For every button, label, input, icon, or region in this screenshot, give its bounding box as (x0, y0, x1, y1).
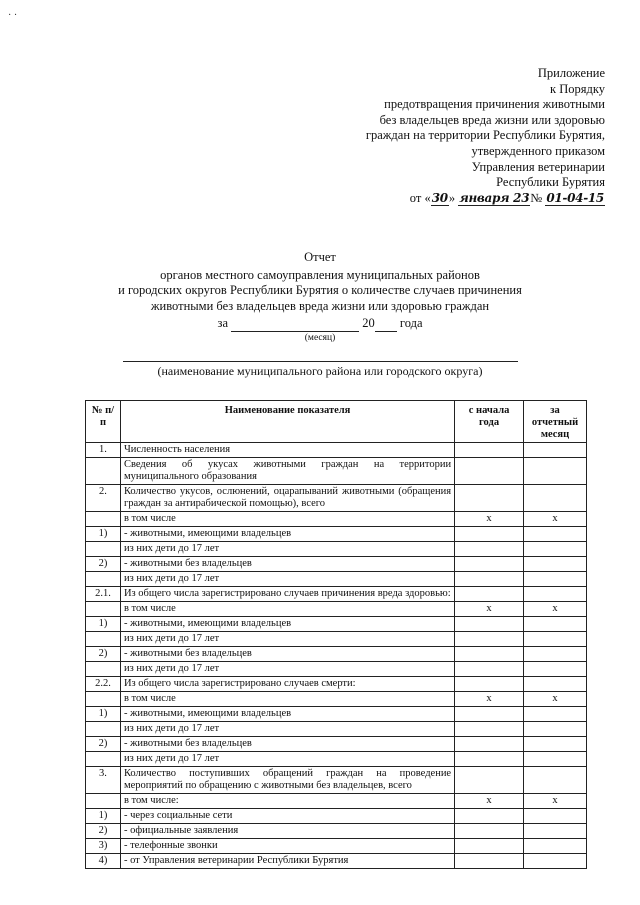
row-num: 2.1. (86, 587, 121, 602)
row-value-month[interactable] (524, 632, 587, 647)
row-value-start[interactable] (455, 557, 524, 572)
row-num: 1) (86, 617, 121, 632)
row-name: в том числе (120, 602, 454, 617)
row-name: в том числе (120, 512, 454, 527)
row-num: 3) (86, 839, 121, 854)
row-value-month[interactable] (524, 722, 587, 737)
approval-line: граждан на территории Республики Бурятия, (365, 128, 605, 143)
row-num: 2) (86, 647, 121, 662)
table-row (86, 527, 587, 542)
table-row (86, 722, 587, 737)
row-name: Количество поступивших обращений граждан на проведение мероприятий по обращению с животными без владельцев, всего (120, 767, 454, 794)
row-name: из них дети до 17 лет (120, 662, 454, 677)
row-value-start[interactable]: x (455, 512, 524, 527)
row-value-month[interactable] (524, 854, 587, 869)
row-num: 2.2. (86, 677, 121, 692)
approval-line: Республики Бурятия (496, 175, 605, 190)
report-heading (0, 250, 640, 379)
row-value-start[interactable] (455, 542, 524, 557)
row-name: - от Управления ветеринарии Республики Бурятия (120, 854, 454, 869)
month-blank[interactable] (231, 319, 359, 332)
row-value-month[interactable] (524, 839, 587, 854)
row-value-month[interactable] (524, 557, 587, 572)
row-value-month[interactable] (524, 617, 587, 632)
report-subtitle-3: животными без владельцев вреда жизни или здоровью граждан (150, 298, 490, 313)
row-name: из них дети до 17 лет (120, 632, 454, 647)
header-name: Наименование показателя (120, 401, 454, 443)
row-name: - официальные заявления (120, 824, 454, 839)
row-value-start[interactable] (455, 854, 524, 869)
row-value-start[interactable] (455, 443, 524, 458)
row-name: из них дети до 17 лет (120, 542, 454, 557)
row-name: - животными без владельцев (120, 737, 454, 752)
table-body (86, 443, 587, 869)
table-row (86, 824, 587, 839)
approval-line: предотвращения причинения животными (384, 97, 605, 112)
row-name: Сведения об укусах животными граждан на территории муниципального образования (120, 458, 454, 485)
row-value-month[interactable] (524, 647, 587, 662)
row-num: 2. (86, 485, 121, 512)
row-value-start[interactable] (455, 767, 524, 794)
table-row (86, 767, 587, 794)
row-value-start[interactable] (455, 752, 524, 767)
row-num: 4) (86, 854, 121, 869)
row-num (86, 722, 121, 737)
table-row (86, 458, 587, 485)
row-value-start[interactable] (455, 662, 524, 677)
row-num (86, 692, 121, 707)
table-row (86, 647, 587, 662)
row-value-start[interactable] (455, 587, 524, 602)
table-row (86, 662, 587, 677)
row-value-month[interactable] (524, 824, 587, 839)
header-num: № п/п (86, 401, 121, 443)
row-num (86, 572, 121, 587)
row-num (86, 632, 121, 647)
org-caption: (наименование муниципального района или городского округа) (157, 363, 483, 378)
row-value-start[interactable] (455, 722, 524, 737)
row-value-month[interactable] (524, 587, 587, 602)
row-name: из них дети до 17 лет (120, 752, 454, 767)
row-num (86, 512, 121, 527)
header-start: с начала года (455, 401, 524, 443)
row-name: в том числе: (120, 794, 454, 809)
header-month: за отчетный месяц (524, 401, 587, 443)
row-num (86, 458, 121, 485)
row-name: - через социальные сети (120, 809, 454, 824)
approval-line: утвержденного приказом (471, 143, 605, 158)
row-value-start[interactable] (455, 617, 524, 632)
period-line (0, 316, 640, 332)
row-num (86, 662, 121, 677)
row-value-month[interactable] (524, 485, 587, 512)
table-row (86, 542, 587, 557)
row-value-start[interactable] (455, 527, 524, 542)
row-value-month[interactable] (524, 527, 587, 542)
row-num: 2) (86, 824, 121, 839)
table-row (86, 617, 587, 632)
approval-line: Управления ветеринарии (471, 159, 605, 174)
date-month-year: января 23 (459, 190, 530, 205)
row-name: - животными, имеющими владельцев (120, 707, 454, 722)
row-name: - телефонные звонки (120, 839, 454, 854)
row-num: 1) (86, 707, 121, 722)
row-value-start[interactable] (455, 572, 524, 587)
row-value-start[interactable] (455, 809, 524, 824)
row-value-month[interactable]: x (524, 602, 587, 617)
row-num: 2) (86, 737, 121, 752)
approval-block (305, 66, 605, 206)
table-row (86, 854, 587, 869)
row-value-month[interactable] (524, 752, 587, 767)
row-value-start[interactable] (455, 737, 524, 752)
table-row (86, 485, 587, 512)
row-value-start[interactable]: x (455, 602, 524, 617)
row-value-month[interactable] (524, 662, 587, 677)
row-value-month[interactable] (524, 707, 587, 722)
row-value-month[interactable]: x (524, 512, 587, 527)
table-header-row (86, 401, 587, 443)
row-num: 3. (86, 767, 121, 794)
row-name: - животными, имеющими владельцев (120, 617, 454, 632)
table-row (86, 557, 587, 572)
table-row (86, 737, 587, 752)
row-name: из них дети до 17 лет (120, 572, 454, 587)
approval-line: без владельцев вреда жизни или здоровью (379, 112, 605, 127)
period-prefix: за (217, 316, 228, 331)
row-name: - животными без владельцев (120, 557, 454, 572)
period-year-prefix: 20 (362, 316, 375, 331)
row-num (86, 752, 121, 767)
table-row (86, 512, 587, 527)
row-value-month[interactable]: x (524, 692, 587, 707)
row-value-start[interactable] (455, 632, 524, 647)
date-prefix: от « (409, 190, 431, 205)
period-suffix: года (399, 316, 423, 331)
row-num: 1) (86, 527, 121, 542)
row-value-month[interactable] (524, 572, 587, 587)
table-row (86, 707, 587, 722)
row-num (86, 602, 121, 617)
row-value-start[interactable]: x (455, 692, 524, 707)
row-name: - животными, имеющими владельцев (120, 527, 454, 542)
table-row (86, 572, 587, 587)
row-value-start[interactable] (455, 707, 524, 722)
table-row (86, 809, 587, 824)
org-name-blank[interactable] (123, 361, 518, 362)
table-row (86, 752, 587, 767)
row-name: Из общего числа зарегистрировано случаев смерти: (120, 677, 454, 692)
row-value-start[interactable] (455, 485, 524, 512)
row-value-start[interactable]: x (455, 794, 524, 809)
number-prefix: № (530, 190, 543, 205)
row-value-month[interactable] (524, 677, 587, 692)
table-row (86, 632, 587, 647)
approval-line: Приложение (537, 66, 605, 80)
approval-date-line (410, 191, 605, 207)
row-value-start[interactable] (455, 839, 524, 854)
row-num: 1) (86, 809, 121, 824)
row-name: Количество укусов, ослюнений, оцарапываний животными (обращения граждан за антирабической помощью), всего (120, 485, 454, 512)
row-name: Численность населения (120, 443, 454, 458)
date-sep: » (448, 190, 456, 205)
row-value-month[interactable] (524, 737, 587, 752)
row-num (86, 542, 121, 557)
row-num (86, 794, 121, 809)
report-subtitle-1: органов местного самоуправления муниципальных районов (160, 267, 480, 282)
row-value-month[interactable] (524, 767, 587, 794)
row-name: из них дети до 17 лет (120, 722, 454, 737)
row-value-month[interactable] (524, 458, 587, 485)
corner-mark: · · (8, 10, 18, 21)
approval-line: к Порядку (550, 81, 605, 96)
table-row (86, 794, 587, 809)
row-value-start[interactable] (455, 824, 524, 839)
row-name: - животными без владельцев (120, 647, 454, 662)
table-row (86, 443, 587, 458)
report-subtitle-2: и городских округов Республики Бурятия о количестве случаев причинения (118, 283, 522, 298)
report-title: Отчет (304, 250, 336, 264)
row-value-start[interactable] (455, 647, 524, 662)
row-value-month[interactable] (524, 443, 587, 458)
year-blank[interactable] (375, 319, 397, 332)
row-name: Из общего числа зарегистрировано случаев причинения вреда здоровью: (120, 587, 454, 602)
table-row (86, 839, 587, 854)
row-value-start[interactable] (455, 458, 524, 485)
row-num: 1. (86, 443, 121, 458)
row-num: 2) (86, 557, 121, 572)
table-row (86, 692, 587, 707)
row-value-month[interactable] (524, 809, 587, 824)
table-row (86, 587, 587, 602)
table-row (86, 677, 587, 692)
row-name: в том числе (120, 692, 454, 707)
row-value-month[interactable]: x (524, 794, 587, 809)
row-value-month[interactable] (524, 542, 587, 557)
month-caption: (месяц) (304, 332, 336, 343)
order-number: 01-04-15 (546, 190, 604, 205)
table-row (86, 602, 587, 617)
report-table (85, 400, 587, 869)
date-day: 30 (431, 190, 448, 205)
row-value-start[interactable] (455, 677, 524, 692)
